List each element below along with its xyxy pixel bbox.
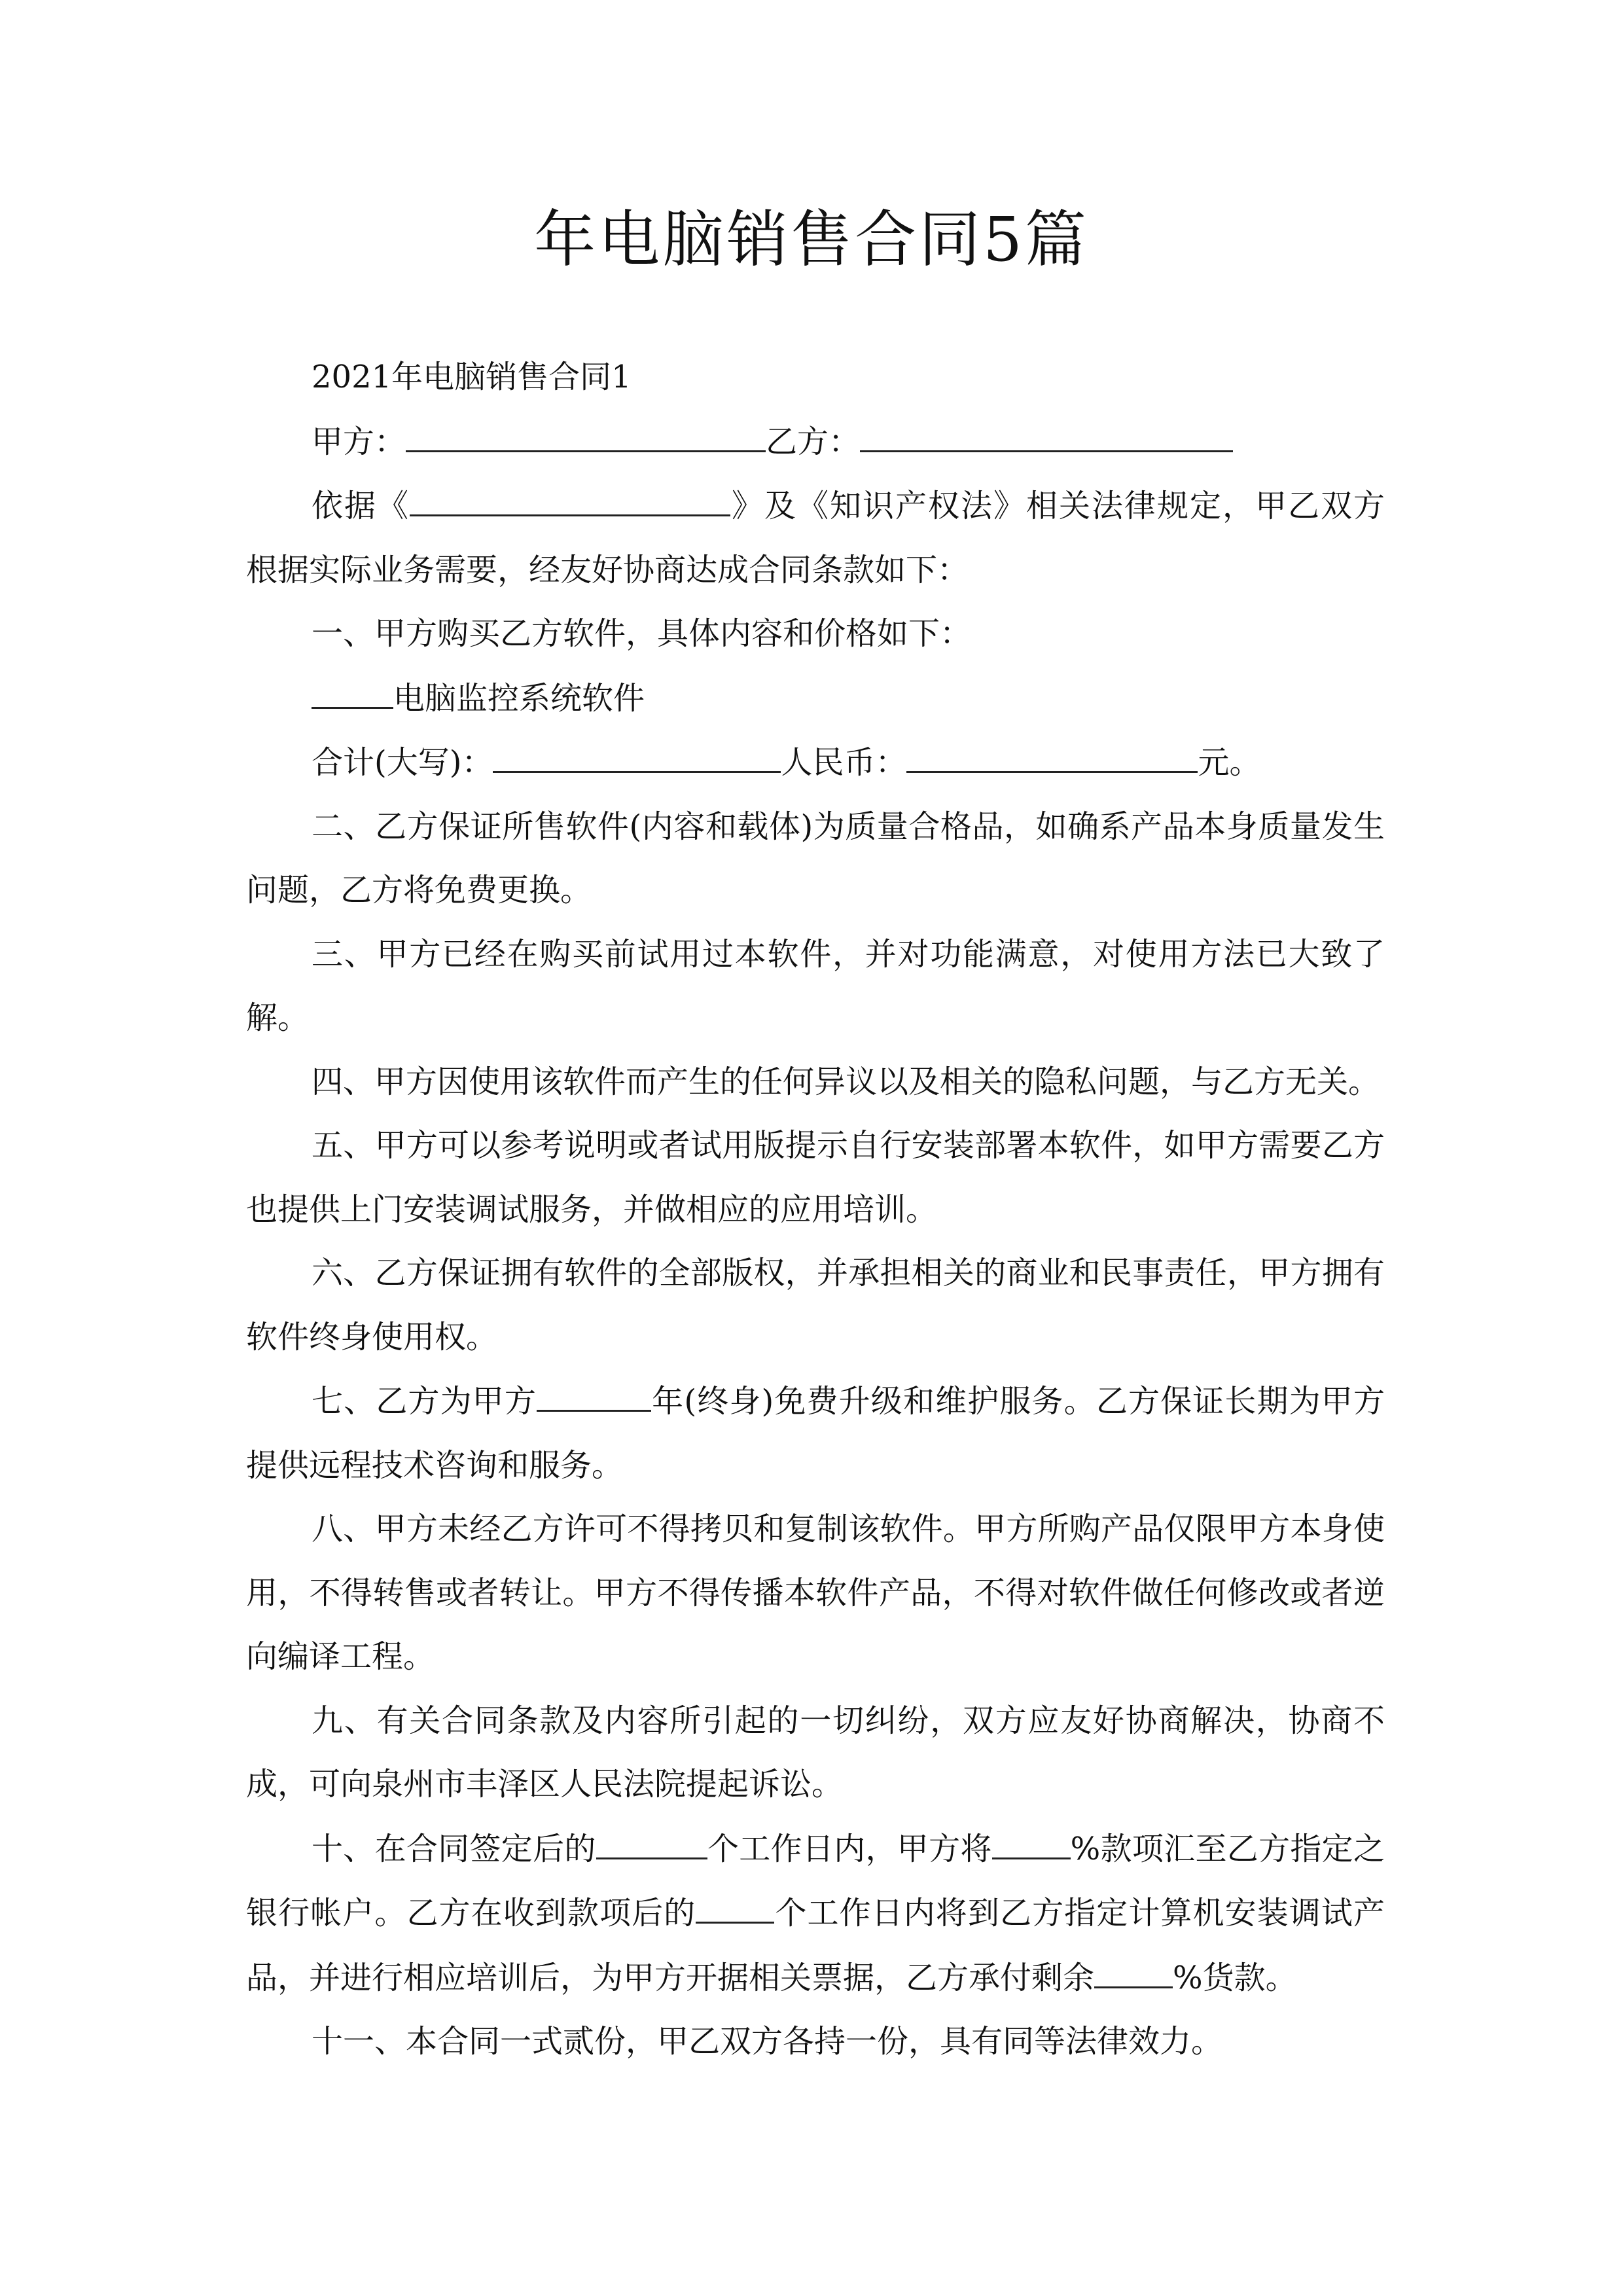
total-words-blank — [493, 730, 781, 773]
clause-1 — [246, 602, 1385, 666]
clause-7-prefix: 七、乙方为甲方 — [312, 1383, 537, 1420]
clause-8 — [246, 1498, 1385, 1689]
clause-10-part-c: %款项汇至乙方指定之银行帐户。乙方在收到款项后的 — [246, 1830, 1385, 1931]
clause-4 — [246, 1050, 1385, 1115]
party-a-label: 甲方： — [312, 423, 406, 460]
clause-7-suffix: 年(终身)免费升级和维护服务。乙方保证长期为甲方提供远程技术咨询和服务。 — [246, 1383, 1385, 1484]
rmb-amount-blank — [906, 730, 1198, 773]
clause-1-text: 一、甲方购买乙方软件，具体内容和价格如下： — [312, 615, 972, 652]
total-line — [246, 730, 1385, 795]
clause-9 — [246, 1689, 1385, 1817]
party-a-blank — [406, 410, 766, 452]
clause-7 — [246, 1369, 1385, 1498]
clause-6-text: 六、乙方保证拥有软件的全部版权，并承担相关的商业和民事责任，甲方拥有软件终身使用权。 — [246, 1255, 1385, 1355]
clause-3 — [246, 923, 1385, 1050]
clause-2 — [246, 795, 1385, 923]
service-years-blank — [537, 1369, 651, 1412]
yuan-label: 元。 — [1198, 744, 1261, 781]
contract-heading — [246, 346, 1385, 410]
clause-10-part-a: 十、在合同签定后的 — [312, 1830, 596, 1867]
product-qty-blank — [312, 666, 393, 709]
law-name-blank — [410, 474, 730, 516]
document-body — [246, 346, 1385, 2074]
remaining-percent-blank — [1094, 1946, 1173, 1988]
rmb-label: 人民币： — [781, 744, 907, 781]
product-name: 电脑监控系统软件 — [393, 679, 645, 717]
clause-10-part-d: 个工作日内将到乙方指定计算机安装调试产品，并进行相应培训后，为甲方开据相关票据，乙方承付剩余 — [246, 1895, 1385, 1996]
clause-10-part-b: 个工作日内，甲方将 — [707, 1830, 992, 1867]
basis-prefix: 依据《 — [312, 488, 410, 524]
clause-11 — [246, 2010, 1385, 2074]
clause-3-text: 三、甲方已经在购买前试用过本软件，并对功能满意，对使用方法已大致了解。 — [246, 935, 1385, 1036]
clause-5-text: 五、甲方可以参考说明或者试用版提示自行安装部署本软件，如甲方需要乙方也提供上门安装调试服务，并做相应的应用培训。 — [246, 1127, 1385, 1228]
party-b-blank — [860, 410, 1233, 452]
total-label: 合计(大写)： — [312, 744, 493, 781]
basis-suffix: 》及《知识产权法》相关法律规定，甲乙双方根据实际业务需要，经友好协商达成合同条款如下： — [246, 488, 1385, 588]
clause-8-text: 八、甲方未经乙方许可不得拷贝和复制该软件。甲方所购产品仅限甲方本身使用，不得转售或者转让。甲方不得传播本软件产品，不得对软件做任何修改或者逆向编译工程。 — [246, 1511, 1385, 1675]
clause-5 — [246, 1114, 1385, 1242]
clause-10 — [246, 1817, 1385, 2011]
product-line — [246, 666, 1385, 731]
clause-9-text: 九、有关合同条款及内容所引起的一切纠纷，双方应友好协商解决，协商不成，可向泉州市丰泽区人民法院提起诉讼。 — [246, 1702, 1385, 1803]
basis-paragraph — [246, 474, 1385, 602]
party-b-label: 乙方： — [766, 423, 861, 460]
clause-11-text: 十一、本合同一式贰份，甲乙双方各持一份，具有同等法律效力。 — [312, 2023, 1223, 2060]
workdays-blank — [596, 1817, 707, 1859]
contract-heading-text: 2021年电脑销售合同1 — [312, 359, 632, 395]
install-days-blank — [696, 1881, 774, 1924]
document-title: 年电脑销售合同5篇 — [534, 204, 1089, 276]
parties-line — [246, 410, 1385, 475]
clause-2-text: 二、乙方保证所售软件(内容和载体)为质量合格品，如确系产品本身质量发生问题，乙方将免费更换。 — [246, 808, 1385, 908]
clause-4-text: 四、甲方因使用该软件而产生的任何异议以及相关的隐私问题，与乙方无关。 — [312, 1063, 1380, 1100]
payment-percent-blank — [992, 1817, 1071, 1859]
clause-10-part-e: %货款。 — [1173, 1959, 1297, 1996]
clause-6 — [246, 1242, 1385, 1369]
